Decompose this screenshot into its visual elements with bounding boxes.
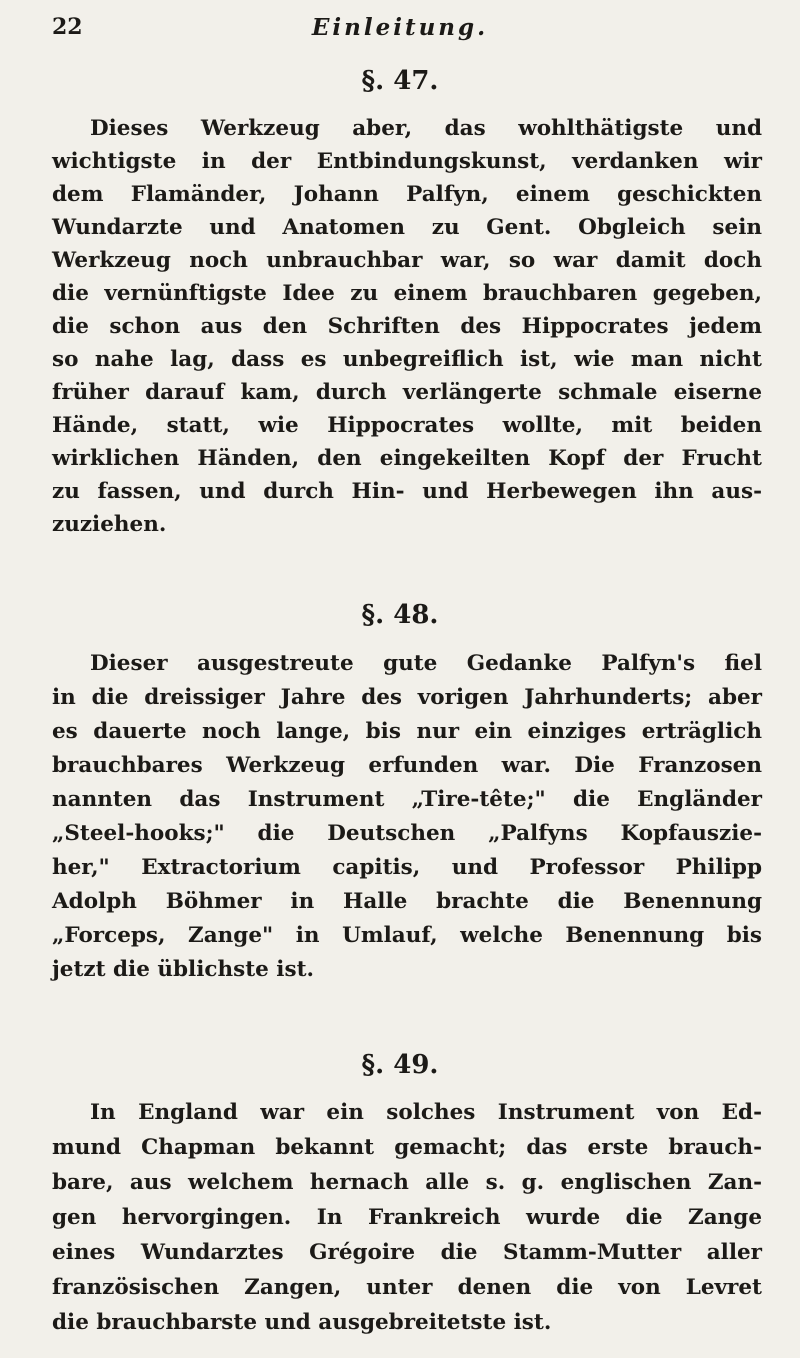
paragraph-line: in die dreissiger Jahre des vorigen Jahrhunderts; aber [52, 685, 762, 710]
paragraph-line: Dieses Werkzeug aber, das wohlthätigste und [90, 116, 762, 141]
paragraph-line: so nahe lag, dass es unbegreiflich ist, wie man nicht [52, 347, 762, 372]
paragraph-line: jetzt die üblichste ist. [52, 957, 314, 982]
paragraph-line: brauchbares Werkzeug erfunden war. Die Franzosen [52, 753, 762, 778]
paragraph-line: zuziehen. [52, 512, 167, 537]
section-heading-49: §. 49. [361, 1050, 439, 1080]
running-title: Einleitung. [311, 14, 489, 41]
paragraph-line: die schon aus den Schriften des Hippocrates jedem [52, 314, 762, 339]
section-heading-47: §. 47. [361, 66, 439, 96]
paragraph-line: zu fassen, und durch Hin- und Herbewegen ihn aus- [52, 479, 762, 504]
paragraph-line: „Steel-hooks;" die Deutschen „Palfyns Kopfauszie- [52, 821, 762, 846]
section-heading-48: §. 48. [361, 600, 439, 630]
paragraph-line: wirklichen Händen, den eingekeilten Kopf der Frucht [52, 446, 762, 471]
paragraph-line: französischen Zangen, unter denen die von Levret [52, 1275, 762, 1300]
paragraph-line: die vernünftigste Idee zu einem brauchbaren gegeben, [52, 281, 762, 306]
paragraph-line: dem Flamänder, Johann Palfyn, einem geschickten [52, 182, 762, 207]
paragraph-line: „Forceps, Zange" in Umlauf, welche Benennung bis [52, 923, 762, 948]
paragraph-line: Dieser ausgestreute gute Gedanke Palfyn's fiel [90, 651, 762, 676]
paragraph-line: gen hervorgingen. In Frankreich wurde die Zange [52, 1205, 762, 1230]
page-header [0, 8, 800, 48]
paragraph-line: früher darauf kam, durch verlängerte schmale eiserne [52, 380, 762, 405]
paragraph-line: mund Chapman bekannt gemacht; das erste brauch- [52, 1135, 762, 1160]
paragraph-line: In England war ein solches Instrument von Ed- [90, 1100, 762, 1125]
paragraph-line: eines Wundarztes Grégoire die Stamm-Mutter aller [52, 1240, 762, 1265]
page-number: 22 [52, 14, 83, 40]
paragraph-line: bare, aus welchem hernach alle s. g. englischen Zan- [52, 1170, 762, 1195]
paragraph-line: Wundarzte und Anatomen zu Gent. Obgleich sein [52, 215, 762, 240]
paragraph-line: wichtigste in der Entbindungskunst, verdanken wir [52, 149, 762, 174]
paragraph-line: Adolph Böhmer in Halle brachte die Benennung [52, 889, 762, 914]
paragraph-line: nannten das Instrument „Tire-tête;" die Engländer [52, 787, 762, 812]
paragraph-line: es dauerte noch lange, bis nur ein einziges erträglich [52, 719, 762, 744]
paragraph-line: her," Extractorium capitis, und Professor Philipp [52, 855, 762, 880]
paragraph-line: Werkzeug noch unbrauchbar war, so war damit doch [52, 248, 762, 273]
paragraph-line: die brauchbarste und ausgebreitetste ist. [52, 1310, 552, 1335]
paragraph-line: Hände, statt, wie Hippocrates wollte, mit beiden [52, 413, 762, 438]
